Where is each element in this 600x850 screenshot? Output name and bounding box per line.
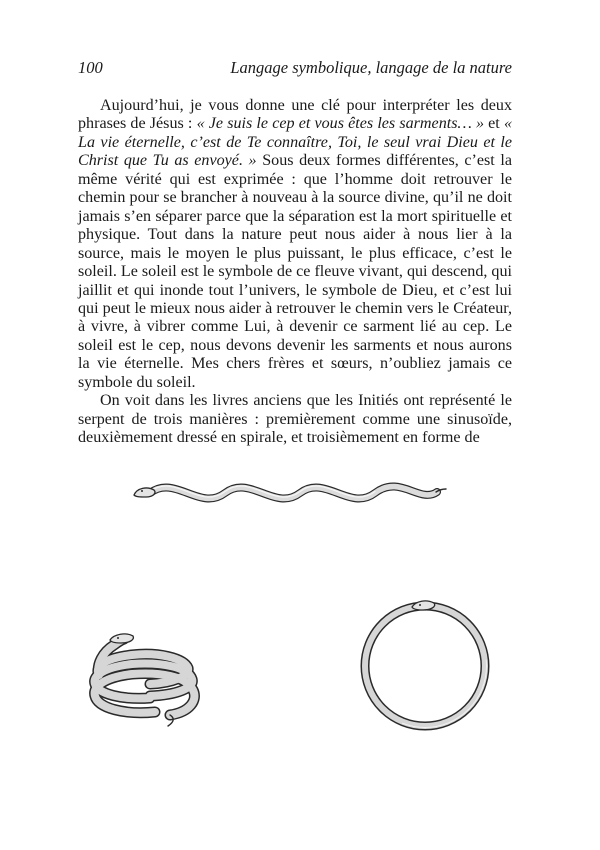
paragraph-1-text-a: Aujourd’hui, je vous donne une clé pour interpréter les deux phrases de Jésus : bbox=[78, 97, 512, 133]
sinusoid-serpent-illustration bbox=[134, 486, 446, 498]
paragraph-2: On voit dans les livres anciens que les Initiés ont représenté le serpent de trois manières : premièrement comme une sinusoïde, deuxièmement dressé en spirale, et troisièmement en forme de bbox=[78, 392, 512, 447]
quote-eternal-life: « La vie éternelle, c’est de Te connaître, Toi, le seul vrai Dieu et le Christ que Tu as envoyé. » bbox=[78, 115, 512, 170]
paragraph-1-text-c: Sous deux formes différentes, c’est la même vérité qui est exprimée : que l’homme doit retrouver le chemin pour se brancher à nouveau à la source divine, qu’il ne doit jamais s’en séparer parce que la séparation est la mort spirituelle et physique. Tout dans la nature peut nous aider à nous lier à la source, mais le moyen le plus puissant, le plus efficace, c’est le soleil. Le soleil est le symbole de ce fleuve vivant, qui descend, qui jaillit et qui inonde tout l’univers, le symbole de Dieu, et c’est lui qui peut le mieux nous aider à retrouver le chemin vers le Créateur, à vivre, à vibrer comme Lui, à devenir ce sarment lié au cep. Le soleil est le cep, nous devons devenir les sarments et nous aurons la vie éternelle. Mes chers frères et sœurs, n’oubliez jamais ce symbole du soleil. bbox=[78, 152, 512, 391]
running-title: Langage symbolique, langage de la nature bbox=[230, 58, 512, 77]
page-number: 100 bbox=[78, 58, 103, 77]
spiral-serpent-illustration bbox=[95, 634, 195, 726]
paragraph-1-text-b: et bbox=[484, 115, 504, 133]
ouroboros-serpent-illustration bbox=[364, 601, 487, 728]
quote-vine: « Je suis le cep et vous êtes les sarments… » bbox=[196, 115, 484, 133]
